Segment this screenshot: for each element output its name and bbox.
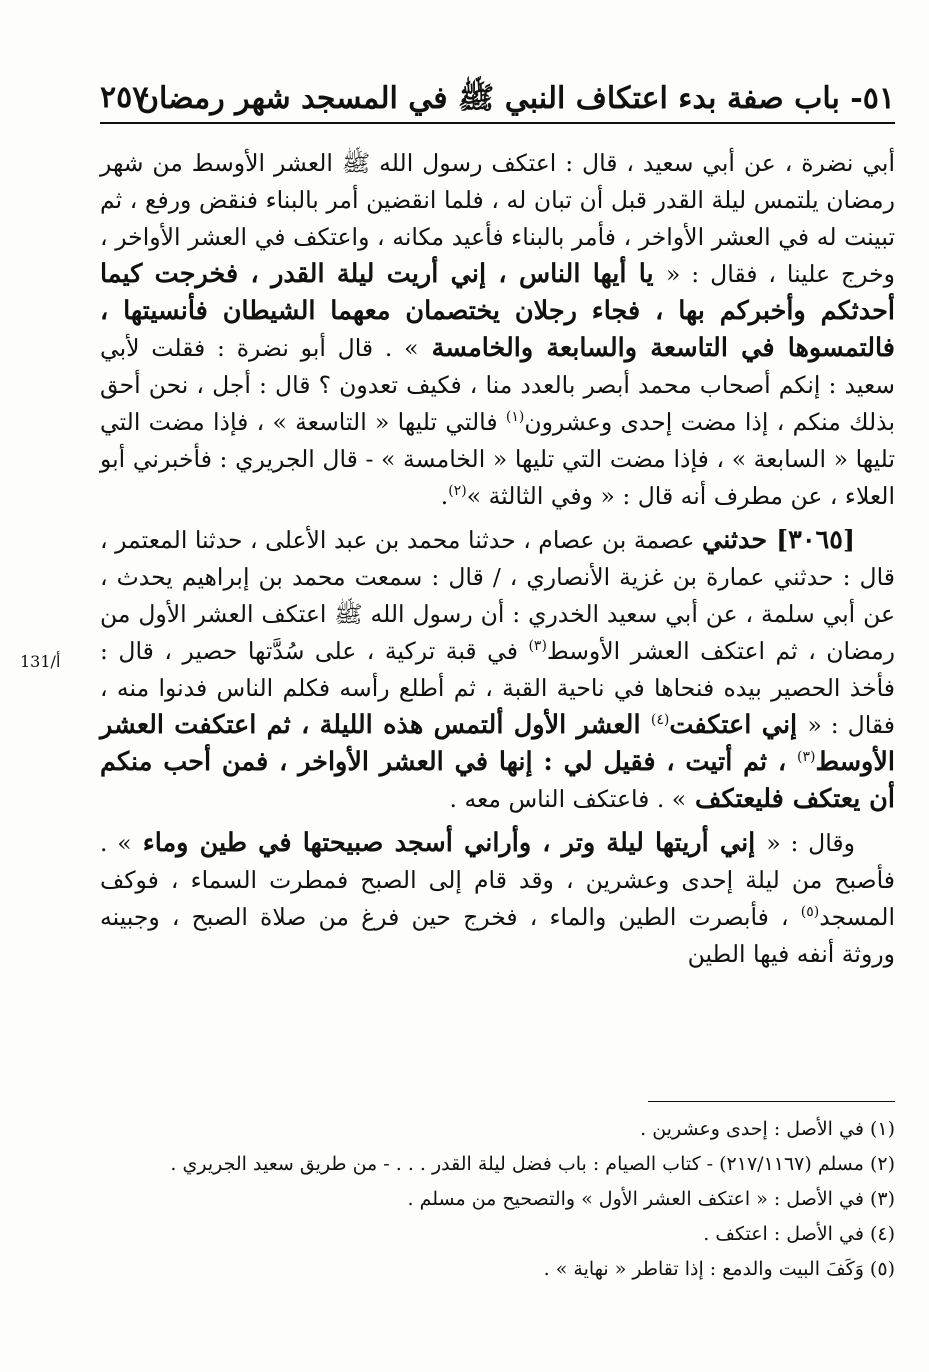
footnote-4: (٤) في الأصل : اعتكف . [703,1223,895,1245]
footnote-3: (٣) في الأصل : « اعتكف العشر الأول » والتصحيح من مسلم . [407,1188,895,1210]
footnote-marker: (٤) [650,712,670,729]
footnote-marker: (٥) [800,904,820,921]
footnote-marker: (٣) [528,638,547,655]
text-run: في قبة تركية ، على سُدَّتها حصير ، قال : فأخذ الحصير بيده فنحاها في ناحية القبة ، ثم أطلع رأسه فكلم الناس فدنوا منه ، فقال : « [100,637,895,739]
paragraph-3 [100,825,895,973]
bold-text-run: [٣٠٦٥] حدثني [701,525,856,555]
paragraph-2 [100,522,895,818]
bold-text-run: إني أريتها ليلة وتر ، وأراني أسجد صبيحتها في طين وماء [131,828,767,858]
text-run: » . فأصبح من ليلة إحدى وعشرين ، وقد قام إلى الصبح فمطرت السماء ، فوكف المسجد [100,829,895,931]
text-run: فالتي تليها « التاسعة » ، فإذا مضت التي تليها « السابعة » ، فإذا مضت التي تليها « الخامسة » - قال الجريري : فأخبرني أبو العلاء ، عن مطرف أنه قال : « وفي الثالثة » [100,408,895,510]
text-run: ، فأبصرت الطين والماء ، فخرج حين فرغ من صلاة الصبح ، وجبينه وروثة أنفه فيها الطين [100,903,895,968]
footnote-marker: (١) [505,409,525,426]
bold-text-run: ، ثم أتيت ، فقيل لي : إنها في العشر الأواخر ، فمن أحب منكم أن يعتكف فليعتكف [100,747,895,814]
text-run: . [440,482,449,510]
footnote-marker: (٢) [448,483,467,500]
bold-text-run: العشر الأول ألتمس هذه الليلة ، ثم اعتكفت العشر الأوسط [100,710,895,777]
text-run: » . قال أبو نضرة : فقلت لأبي سعيد : إنكم أصحاب محمد أبصر بالعدد منا ، فكيف تعدون ؟ قال : أجل ، نحن أحق بذلك منكم ، إذا مضت إحدى وعشرون [100,334,895,436]
bold-text-run: إني اعتكفت [669,710,808,740]
page-number: ٢٥٧ [100,80,149,115]
margin-note: 131/أ [20,652,61,671]
footnotes [100,1112,895,1287]
bold-text-run: يا أيها الناس ، إني أريت ليلة القدر ، فخرجت كيما أحدثكم وأخبركم بها ، فجاء رجلان يختصمان معهما الشيطان فأنسيتها ، فالتمسوها في التاسعة والسابعة والخامسة [100,259,895,363]
page-header [100,70,895,124]
text-run: أبي نضرة ، عن أبي سعيد ، قال : اعتكف رسول الله ﷺ العشر الأوسط من شهر رمضان يلتمس ليلة القدر قبل أن تبان له ، فلما انقضين أمر بالبناء فنقض ورفع ، ثم تبينت له في العشر الأواخر ، فأمر بالبناء فأعيد مكانه ، واعتكف في العشر الأواخر ، وخرج علينا ، فقال : « [100,149,895,288]
footnote-separator [648,1101,895,1102]
body-text [100,145,895,973]
footnote-marker: (٣) [797,749,816,766]
footnote-2: (٢) مسلم (٢١٧/١١٦٧) - كتاب الصيام : باب فضل ليلة القدر . . . - من طريق سعيد الجريري . [170,1153,895,1175]
paragraph-1 [100,145,895,515]
text-run: عصمة بن عصام ، حدثنا محمد بن عبد الأعلى ، حدثنا المعتمر ، قال : حدثني عمارة بن غزية الأنصاري ، / قال : سمعت محمد بن إبراهيم يحدث ، عن أبي سلمة ، عن أبي سعيد الخدري : أن رسول الله ﷺ اعتكف العشر الأول من رمضان ، ثم اعتكف العشر الأوسط [100,526,896,665]
text-run: وقال : « [766,829,855,857]
footnote-5: (٥) وَكَفَ البيت والدمع : إذا تقاطر « نهاية » . [543,1258,895,1280]
text-run: » . فاعتكف الناس معه . [449,785,687,813]
running-head: ٥١- باب صفة بدء اعتكاف النبي ﷺ في المسجد شهر رمضان [136,81,895,116]
footnote-1: (١) في الأصل : إحدى وعشرين . [640,1118,895,1140]
